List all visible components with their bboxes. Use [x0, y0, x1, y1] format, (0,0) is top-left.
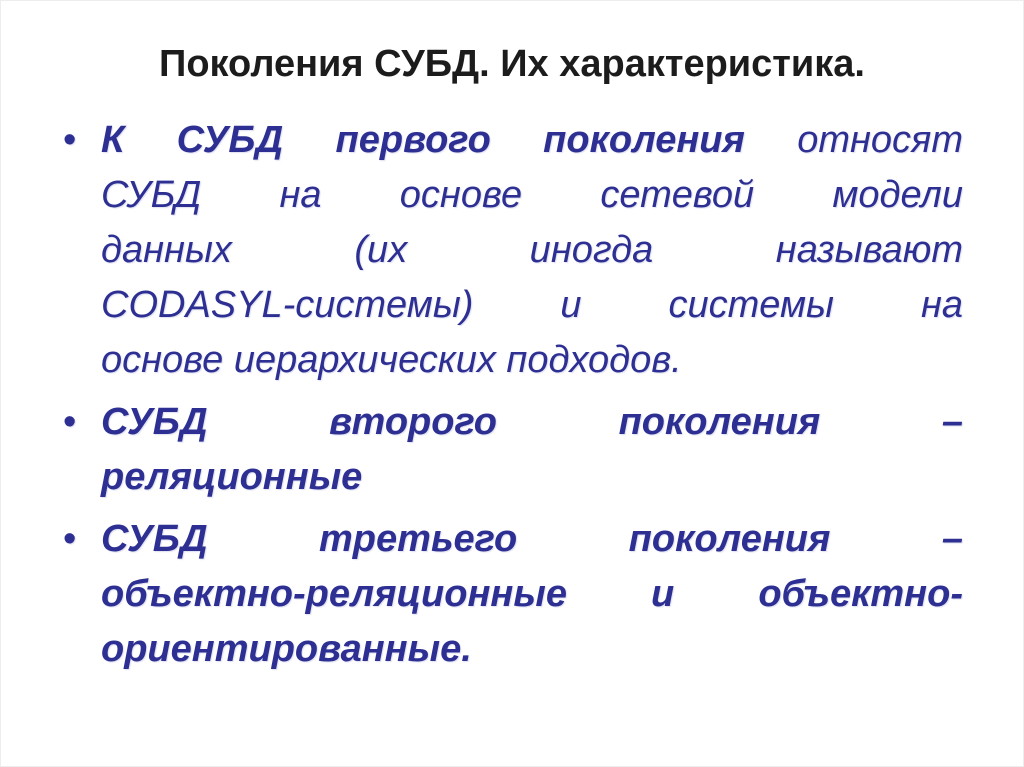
bullet-item-second-generation: [63, 395, 963, 505]
bullet-dot: •: [63, 518, 77, 560]
bullet-text: [101, 395, 963, 505]
bullet-line-text: относят: [797, 119, 964, 161]
bullet-line: СУБД на основе сетевой модели: [101, 174, 963, 216]
bullet-line: объектно-реляционные и объектно-: [101, 573, 963, 615]
bullet-line: ориентированные.: [101, 628, 472, 670]
bullet-text: [101, 113, 963, 388]
bullet-item-first-generation: [63, 113, 963, 388]
bullet-dot: •: [63, 119, 77, 161]
bullet-item-third-generation: [63, 512, 963, 677]
slide-title: Поколения СУБД. Их характеристика.: [159, 43, 865, 85]
bullet-line: реляционные: [101, 456, 363, 498]
bullet-line: CODASYL-системы) и системы на: [101, 284, 963, 326]
bullet-text: [101, 512, 963, 677]
bullet-line: основе иерархических подходов.: [101, 339, 682, 381]
bullet-line: СУБД третьего поколения –: [101, 518, 963, 560]
bullet-line: СУБД второго поколения –: [101, 401, 963, 443]
bullet-lead-bold: К СУБД первого поколения: [101, 119, 745, 161]
bullet-line: [101, 113, 963, 168]
bullet-line: данных (их иногда называют: [101, 229, 963, 271]
bullet-list: [63, 113, 963, 684]
bullet-dot: •: [63, 401, 77, 443]
